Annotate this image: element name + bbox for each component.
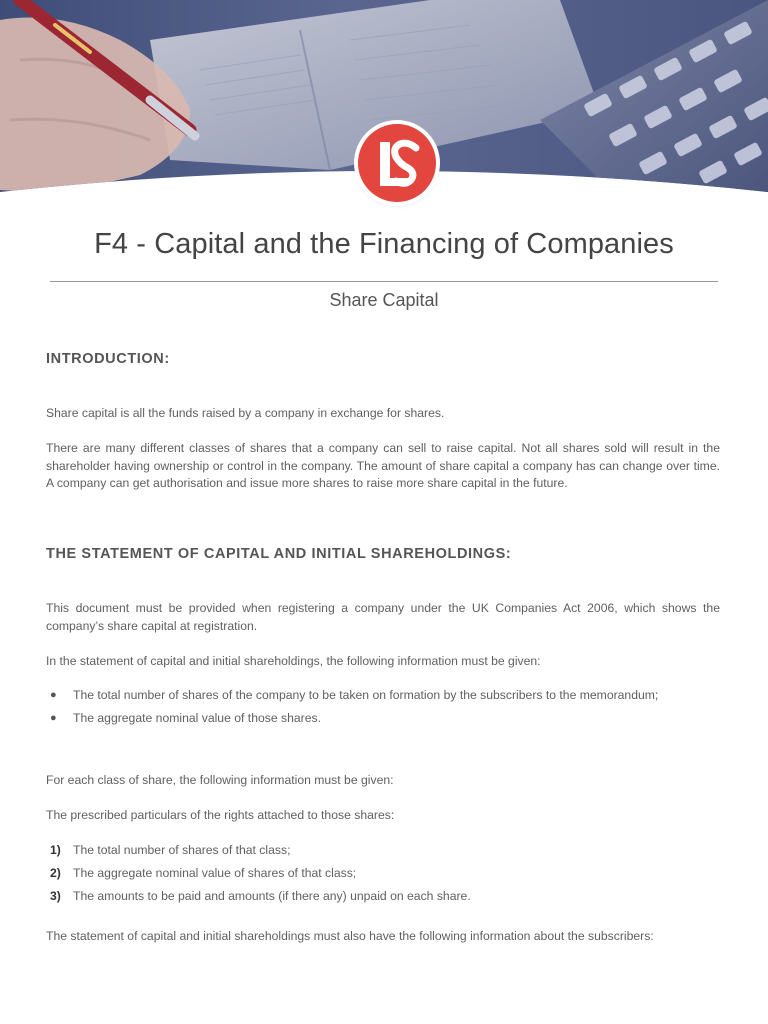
list-item-text: The total number of shares of that class; — [73, 843, 291, 857]
statement-paragraph-2: In the statement of capital and initial shareholdings, the following information must be given: — [46, 654, 541, 668]
list-number: 3) — [50, 889, 61, 903]
numbered-list — [46, 839, 720, 908]
brand-logo — [358, 124, 436, 202]
statement-paragraph-1: This document must be provided when registering a company under the UK Companies Act 2006, which shows the company’s share capital at registration. — [46, 601, 720, 633]
statement-heading: THE STATEMENT OF CAPITAL AND INITIAL SHAREHOLDINGS: — [46, 546, 512, 562]
introduction-heading: INTRODUCTION: — [46, 351, 170, 367]
list-item-text: The amounts to be paid and amounts (if there any) unpaid on each share. — [73, 889, 471, 903]
list-item — [46, 707, 720, 730]
header-banner — [0, 0, 768, 215]
list-number: 2) — [50, 866, 61, 880]
list-item-text: The total number of shares of the company to be taken on formation by the subscribers to the memorandum; — [73, 688, 659, 702]
statement-paragraph-5: The statement of capital and initial shareholdings must also have the following information about the subscribers: — [46, 929, 654, 943]
ls-logo-icon — [358, 124, 436, 202]
list-item-text: The aggregate nominal value of shares of that class; — [73, 866, 357, 880]
list-number: 1) — [50, 843, 61, 857]
list-item-text: The aggregate nominal value of those shares. — [73, 711, 321, 725]
statement-paragraph-3: For each class of share, the following information must be given: — [46, 773, 394, 787]
statement-paragraph-4: The prescribed particulars of the rights attached to those shares: — [46, 808, 395, 822]
list-item — [46, 885, 720, 908]
list-item — [46, 862, 720, 885]
document-title: F4 - Capital and the Financing of Companies — [94, 228, 674, 260]
bullet-icon: ● — [50, 689, 57, 701]
title-divider — [50, 281, 718, 282]
list-item — [46, 684, 720, 707]
bullet-icon: ● — [50, 712, 57, 724]
list-item — [46, 839, 720, 862]
document-subtitle: Share Capital — [329, 290, 439, 310]
introduction-paragraph-2: There are many different classes of shares that a company can sell to raise capital. Not all shares sold will result in the shareholder having ownership or control in the company. The amount of share capital a company has can change over time. A company can get authorisation and issue more shares to raise more share capital in the future. — [46, 441, 720, 490]
bullet-list — [46, 684, 720, 730]
introduction-paragraph-1: Share capital is all the funds raised by a company in exchange for shares. — [46, 406, 445, 420]
